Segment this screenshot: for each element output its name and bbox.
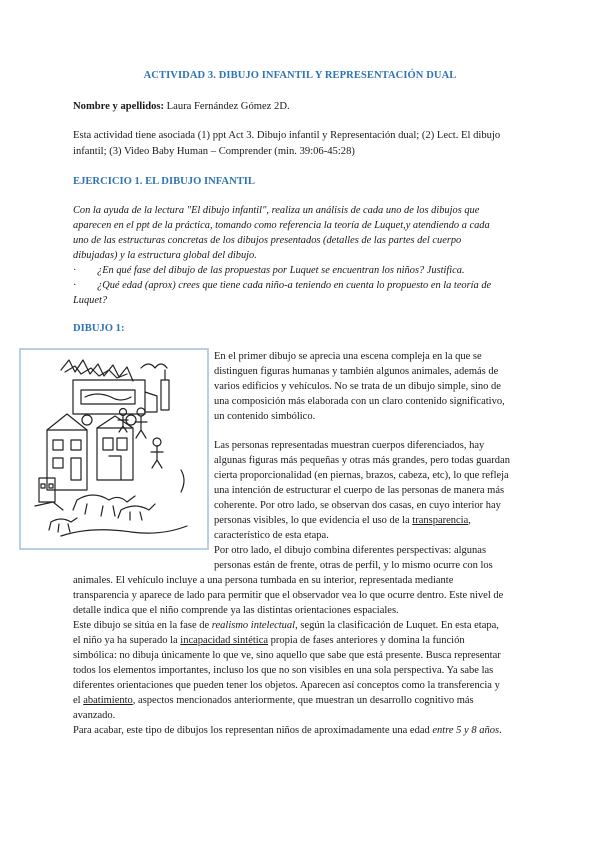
para2-line: algunas figuras más pequeñas y otras más grandes, pero todas guardan <box>214 455 510 466</box>
final-line <box>73 725 502 736</box>
instruction-line: Con la ayuda de la lectura "El dibujo infantil", realiza un análisis de cada uno de los dibujos que <box>73 205 480 216</box>
para2-line: Las personas representadas muestran cuerpos diferenciados, hay <box>214 440 485 451</box>
para2-text: personas visibles, lo que evidencia el uso de la <box>214 515 413 526</box>
para4-text: propia de fases anteriores y domina la función <box>268 635 465 646</box>
para2-text: , <box>468 515 471 526</box>
para3-line: animales. El vehículo incluye a una persona tumbada en su interior, representada mediante <box>73 575 454 586</box>
name-label: Nombre y apellidos: <box>73 101 165 112</box>
bullet-marker: · <box>73 280 77 291</box>
para3-line: detalle indica que el niño comprende ya las distintas orientaciones espaciales. <box>73 605 399 616</box>
exercise-heading: EJERCICIO 1. EL DIBUJO INFANTIL <box>73 176 255 187</box>
bullet-text: ¿En qué fase del dibujo de las propuestas por Luquet se encuentran los niños? Justifica. <box>97 265 465 276</box>
para1-line: En el primer dibujo se aprecia una escena compleja en la que se <box>214 351 482 362</box>
para4-line <box>73 695 474 706</box>
age-range-term: entre 5 y 8 años <box>432 725 500 736</box>
name-line <box>73 101 290 112</box>
para4-line: diferentes orientaciones que pueden tener los objetos. Aparecen así conceptos como la transferencia y <box>73 680 500 691</box>
para2-line: coherente. Por otro lado, se observan dos casas, en cuyo interior hay <box>214 500 501 511</box>
instruction-line: aparecen en el ppt de la práctica, tomando como referencia la teoría de Luquet,y atendiendo a cada <box>73 220 490 231</box>
para4-line <box>73 620 499 631</box>
final-text: . <box>499 725 502 736</box>
instruction-line: uno de las estructuras concretas de los dibujos presentados (detalles de las partes del cuerpo <box>73 235 462 246</box>
para1-line: un contenido simbólico. <box>214 411 316 422</box>
bullet-marker: · <box>73 265 77 276</box>
para4-text: el <box>73 695 84 706</box>
transparency-term: transparencia <box>412 515 469 526</box>
intellectual-realism-term: realismo intelectual <box>211 620 296 631</box>
para4-text: Este dibujo se sitúa en la fase de <box>73 620 212 631</box>
para3-line: personas están de frente, otras de perfil, y lo mismo ocurre con los <box>214 560 493 571</box>
drawing-heading: DIBUJO 1: <box>73 323 125 334</box>
children-drawing-sketch <box>21 350 207 548</box>
bullet-item <box>73 265 465 276</box>
para4-text: , según la clasificación de Luquet. En esta etapa, <box>295 620 499 631</box>
name-value: Laura Fernández Gómez 2D. <box>164 101 290 112</box>
para4-text: , aspectos mencionados anteriormente, que muestran un desarrollo cognitivo más <box>132 695 474 706</box>
bullet-item <box>73 280 491 291</box>
bullet-text: ¿Qué edad (aprox) crees que tiene cada niño-a teniendo en cuenta lo propuesto en la teoría de <box>97 280 492 291</box>
para2-line: característico de esta etapa. <box>214 530 329 541</box>
para3-line: Por otro lado, el dibujo combina diferentes perspectivas: algunas <box>214 545 487 556</box>
para1-line: una composición más elaborada con un claro contenido significativo, <box>214 396 505 407</box>
para2-line: cierta proporcionalidad (en piernas, brazos, cabeza, etc), lo que refleja <box>214 470 509 481</box>
para2-line: una intención de estructurar el cuerpo de las personas de manera más <box>214 485 505 496</box>
intro-line: Esta actividad tiene asociada (1) ppt Act 3. Dibujo infantil y Representación dual; (2) Lect. El dibujo <box>73 130 501 141</box>
para1-line: varios edificios y vehículos. No se trata de un dibujo simple, sino de <box>214 381 501 392</box>
intro-line: infantil; (3) Video Baby Human – Comprender (min. 39:06-45:28) <box>73 146 355 157</box>
para4-line: simbólica: no dibuja únicamente lo que ve, sino aquello que sabe que está presente. Busca representar <box>73 650 501 661</box>
final-text: Para acabar, este tipo de dibujos los representan niños de aproximadamente una edad <box>73 725 433 736</box>
para4-line <box>73 635 465 646</box>
para1-line: distinguen figuras humanas y también algunos animales, además de <box>214 366 499 377</box>
para3-line: transparencia y aparece de lado para permitir que el observador vea lo que ocurre dentro. Este nivel de <box>73 590 504 601</box>
synthetic-incapacity-term: incapacidad sintética <box>180 635 269 646</box>
abatement-term: abatimiento <box>83 695 133 706</box>
bullet-continuation: Luquet? <box>73 295 108 306</box>
para2-line <box>214 515 471 526</box>
para4-line: avanzado. <box>73 710 116 721</box>
para4-line: todos los elementos importantes, incluso los que no son visibles en una sola perspectiva. Ya sabe las <box>73 665 494 676</box>
instruction-line: dibujadas) y la estructura global del dibujo. <box>73 250 257 261</box>
document-title: ACTIVIDAD 3. DIBUJO INFANTIL Y REPRESENTACIÓN DUAL <box>143 70 457 81</box>
para4-text: el niño ya ha superado la <box>73 635 181 646</box>
children-drawing-image <box>19 348 209 550</box>
